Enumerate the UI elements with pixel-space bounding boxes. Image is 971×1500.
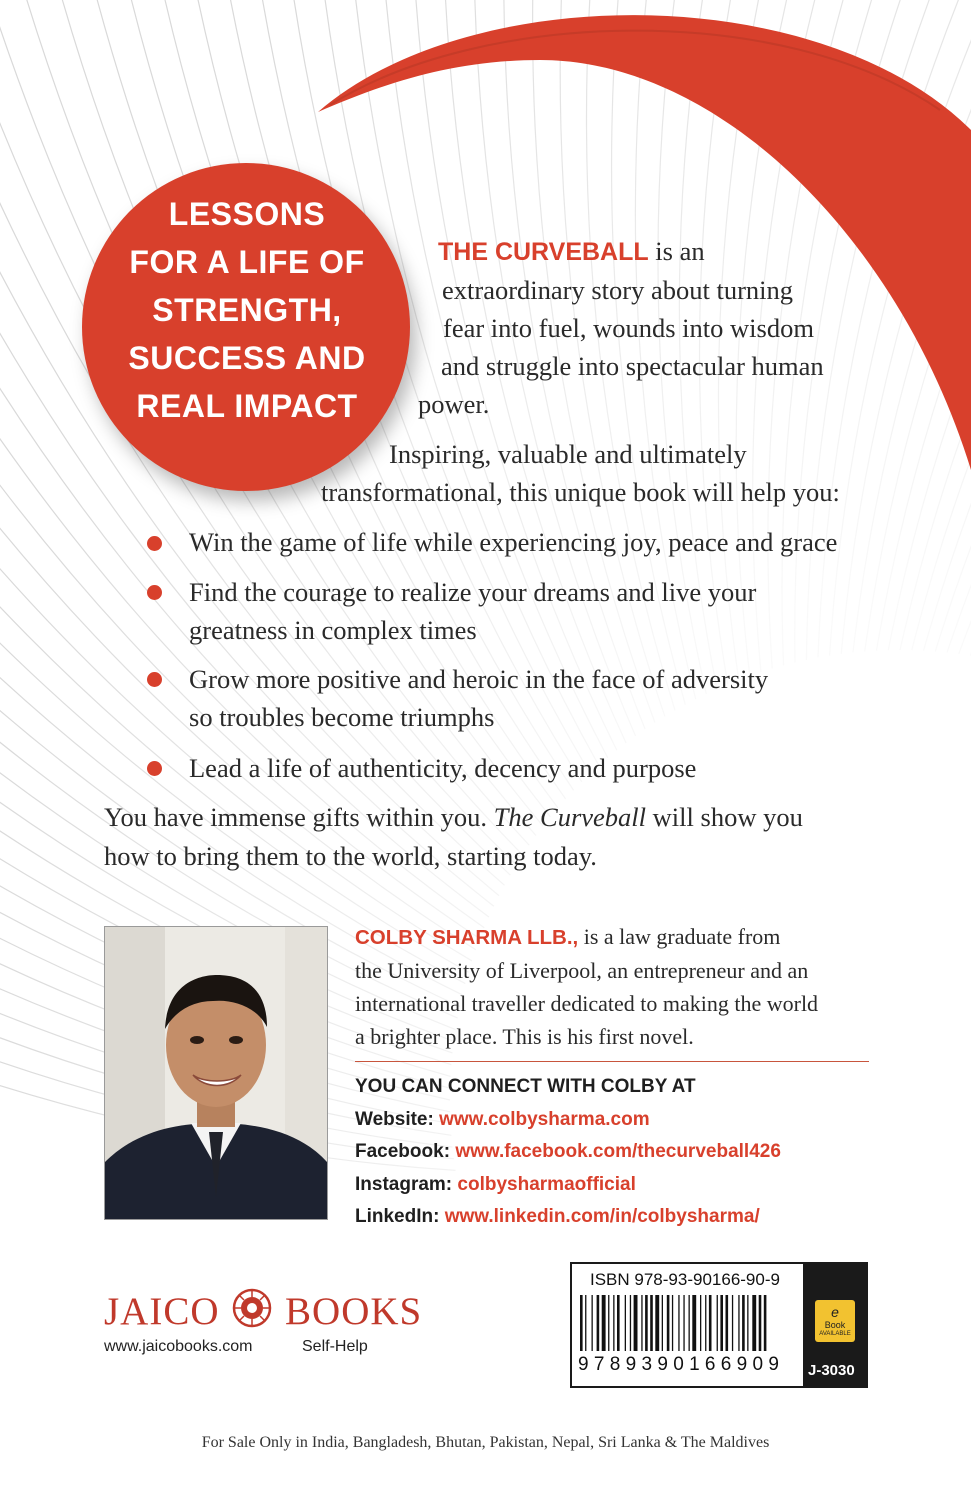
barcode-bar <box>625 1295 626 1351</box>
book-title: THE CURVEBALL <box>438 238 649 266</box>
bio-line: a brighter place. This is his first novel. <box>355 1024 694 1049</box>
tagline-line: SUCCESS AND <box>128 340 366 376</box>
barcode-bar <box>650 1295 653 1351</box>
barcode-bar <box>662 1295 663 1351</box>
barcode-bars <box>578 1295 806 1351</box>
barcode-bar <box>742 1295 745 1351</box>
barcode-bar <box>692 1295 696 1351</box>
connect-linkedin: LinkedIn: www.linkedin.com/in/colbysharma/ <box>355 1206 760 1227</box>
barcode-bar <box>672 1295 673 1351</box>
barcode-bar <box>678 1295 679 1351</box>
instagram-link[interactable]: colbysharmaofficial <box>457 1173 636 1195</box>
barcode-bar <box>726 1295 729 1351</box>
bullet-item: Lead a life of authenticity, decency and purpose <box>189 753 697 783</box>
lead-line: transformational, this unique book will help you: <box>321 477 840 507</box>
publisher-website[interactable]: www.jaicobooks.com <box>104 1338 253 1355</box>
book-category: Self-Help <box>302 1338 368 1355</box>
intro-line: THE CURVEBALL is an <box>438 236 705 266</box>
barcode-bar <box>700 1295 701 1351</box>
lead-line: Inspiring, valuable and ultimately <box>389 439 747 469</box>
bio-line: COLBY SHARMA LLB., is a law graduate from <box>355 924 781 949</box>
intro-line: fear into fuel, wounds into wisdom <box>443 313 814 343</box>
barcode-bar <box>655 1295 659 1351</box>
barcode-bar <box>613 1295 614 1351</box>
barcode-bar <box>705 1295 706 1351</box>
bullet-item: Grow more positive and heroic in the face of adversity <box>189 664 769 694</box>
tagline-line: REAL IMPACT <box>136 388 358 424</box>
connect-instagram: Instagram: colbysharmaofficial <box>355 1173 636 1195</box>
barcode-bar <box>738 1295 739 1351</box>
tagline-line: STRENGTH, <box>152 292 342 328</box>
author-photo <box>104 926 328 1220</box>
jaico-code: J-3030 <box>808 1362 855 1379</box>
bullet-dot <box>147 672 162 687</box>
barcode-bar <box>597 1295 600 1351</box>
barcode-bar <box>585 1295 586 1351</box>
barcode-digits: 9789390166909 <box>578 1354 785 1375</box>
barcode-bar <box>602 1295 606 1351</box>
barcode-bar <box>759 1295 762 1351</box>
barcode-bar <box>608 1295 609 1351</box>
divider <box>355 1061 869 1062</box>
barcode-bar <box>717 1295 718 1351</box>
barcode-bar <box>641 1295 642 1351</box>
facebook-link[interactable]: www.facebook.com/thecurveball426 <box>455 1141 781 1162</box>
isbn-text: ISBN 978-93-90166-90-9 <box>590 1270 780 1289</box>
barcode-bar <box>645 1295 648 1351</box>
bullet-dot <box>147 585 162 600</box>
connect-facebook: Facebook: www.facebook.com/thecurveball426 <box>355 1141 781 1162</box>
barcode-bar <box>720 1295 723 1351</box>
bullet-item-cont: so troubles become triumphs <box>189 702 495 732</box>
barcode-bar <box>630 1295 631 1351</box>
bullet-dot <box>147 536 162 551</box>
ebook-available-icon: e Book AVAILABLE <box>815 1300 855 1342</box>
bullet-item: Win the game of life while experiencing joy, peace and grace <box>189 527 838 557</box>
connect-block <box>355 1071 781 1234</box>
tagline-line: LESSONS <box>168 196 326 232</box>
bullet-dot <box>147 761 162 776</box>
sale-notice: For Sale Only in India, Bangladesh, Bhutan, Pakistan, Nepal, Sri Lanka & The Maldives <box>201 1434 770 1451</box>
barcode-bar <box>709 1295 712 1351</box>
publisher-logo: JAICO BOOKS <box>104 1290 423 1333</box>
barcode-bar <box>752 1295 756 1351</box>
bio-line: the University of Liverpool, an entrepreneur and an <box>355 958 809 983</box>
barcode-bar <box>689 1295 690 1351</box>
author-bio <box>355 920 818 1053</box>
barcode-bar <box>580 1295 583 1351</box>
barcode-bar <box>732 1295 733 1351</box>
connect-website: Website: www.colbysharma.com <box>355 1108 650 1130</box>
barcode-bar <box>617 1295 620 1351</box>
chakra-icon <box>232 1288 272 1328</box>
closing-line: You have immense gifts within you. The Curveball will show you <box>104 802 803 832</box>
intro-line: extraordinary story about turning <box>442 275 794 305</box>
bio-line: international traveller dedicated to making the world <box>355 991 819 1016</box>
intro-line: and struggle into spectacular human <box>441 351 824 381</box>
author-name: COLBY SHARMA LLB., <box>355 926 579 949</box>
connect-heading: YOU CAN CONNECT WITH COLBY AT <box>355 1076 696 1097</box>
closing-paragraph <box>104 798 803 876</box>
linkedin-link[interactable]: www.linkedin.com/in/colbysharma/ <box>444 1206 760 1227</box>
website-link[interactable]: www.colbysharma.com <box>439 1108 650 1130</box>
bullet-item-cont: greatness in complex times <box>189 615 477 645</box>
barcode-bar <box>667 1295 670 1351</box>
intro-line: power. <box>418 389 490 419</box>
tagline-text <box>92 190 402 430</box>
bullet-item: Find the courage to realize your dreams and live your <box>189 577 757 607</box>
barcode-bar <box>747 1295 748 1351</box>
barcode-bar <box>764 1295 767 1351</box>
tagline-line: FOR A LIFE OF <box>129 244 365 280</box>
barcode-bar <box>683 1295 684 1351</box>
closing-line: how to bring them to the world, starting today. <box>104 841 597 871</box>
book-title-italic: The Curveball <box>493 802 647 832</box>
barcode-bar <box>592 1295 593 1351</box>
barcode-bar <box>634 1295 638 1351</box>
